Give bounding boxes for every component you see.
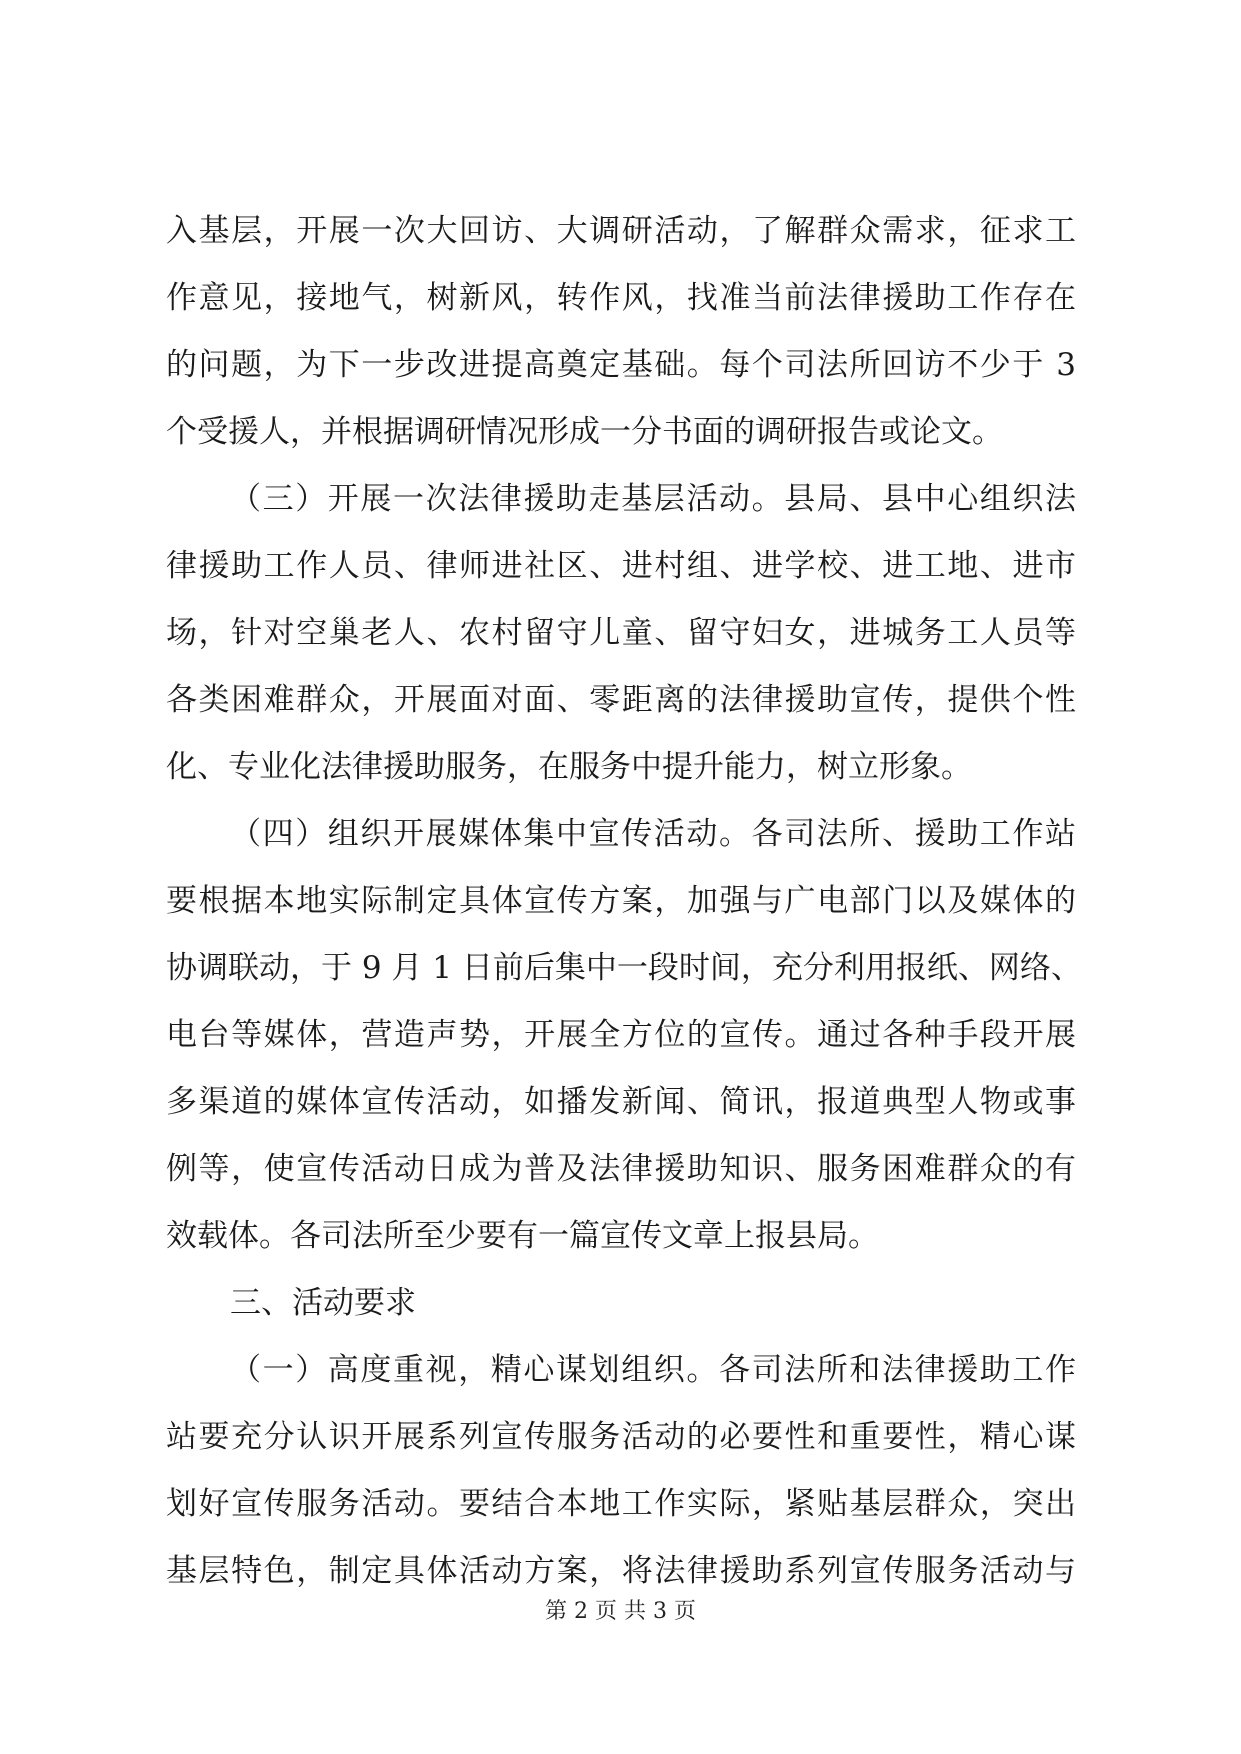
text-line-12: 协调联动，于 9 月 1 日前后集中一段时间，充分利用报纸、网络、 bbox=[166, 950, 1082, 986]
text-line-21: 基层特色，制定具体活动方案，将法律援助系列宣传服务活动与 bbox=[166, 1553, 1076, 1589]
text-line-2: 作意见，接地气，树新风，转作风，找准当前法律援助工作存在 bbox=[166, 280, 1076, 316]
text-line-1: 入基层，开展一次大回访、大调研活动，了解群众需求，征求工 bbox=[166, 213, 1076, 249]
section-heading: 三、活动要求 bbox=[230, 1285, 416, 1321]
text-line-5: （三）开展一次法律援助走基层活动。县局、县中心组织法 bbox=[230, 481, 1076, 517]
text-line-4: 个受援人，并根据调研情况形成一分书面的调研报告或论文。 bbox=[166, 414, 1003, 450]
text-line-14: 多渠道的媒体宣传活动，如播发新闻、简讯，报道典型人物或事 bbox=[166, 1084, 1076, 1120]
text-line-11: 要根据本地实际制定具体宣传方案，加强与广电部门以及媒体的 bbox=[166, 883, 1076, 919]
text-line-19: 站要充分认识开展系列宣传服务活动的必要性和重要性，精心谋 bbox=[166, 1419, 1076, 1455]
text-line-9: 化、专业化法律援助服务，在服务中提升能力，树立形象。 bbox=[166, 749, 972, 785]
text-line-13: 电台等媒体，营造声势，开展全方位的宣传。通过各种手段开展 bbox=[166, 1017, 1076, 1053]
text-line-3: 的问题，为下一步改进提高奠定基础。每个司法所回访不少于 3 bbox=[166, 347, 1076, 383]
text-line-8: 各类困难群众，开展面对面、零距离的法律援助宣传，提供个性 bbox=[166, 682, 1076, 718]
text-line-10: （四）组织开展媒体集中宣传活动。各司法所、援助工作站 bbox=[230, 816, 1076, 852]
text-line-7: 场，针对空巢老人、农村留守儿童、留守妇女，进城务工人员等 bbox=[166, 615, 1076, 651]
page-number-footer: 第 2 页 共 3 页 bbox=[545, 1599, 696, 1624]
text-line-16: 效载体。各司法所至少要有一篇宣传文章上报县局。 bbox=[166, 1218, 879, 1254]
text-line-20: 划好宣传服务活动。要结合本地工作实际，紧贴基层群众，突出 bbox=[166, 1486, 1076, 1522]
text-line-6: 律援助工作人员、律师进社区、进村组、进学校、进工地、进市 bbox=[166, 548, 1076, 584]
text-line-18: （一）高度重视，精心谋划组织。各司法所和法律援助工作 bbox=[230, 1352, 1076, 1388]
text-line-15: 例等，使宣传活动日成为普及法律援助知识、服务困难群众的有 bbox=[166, 1151, 1076, 1187]
